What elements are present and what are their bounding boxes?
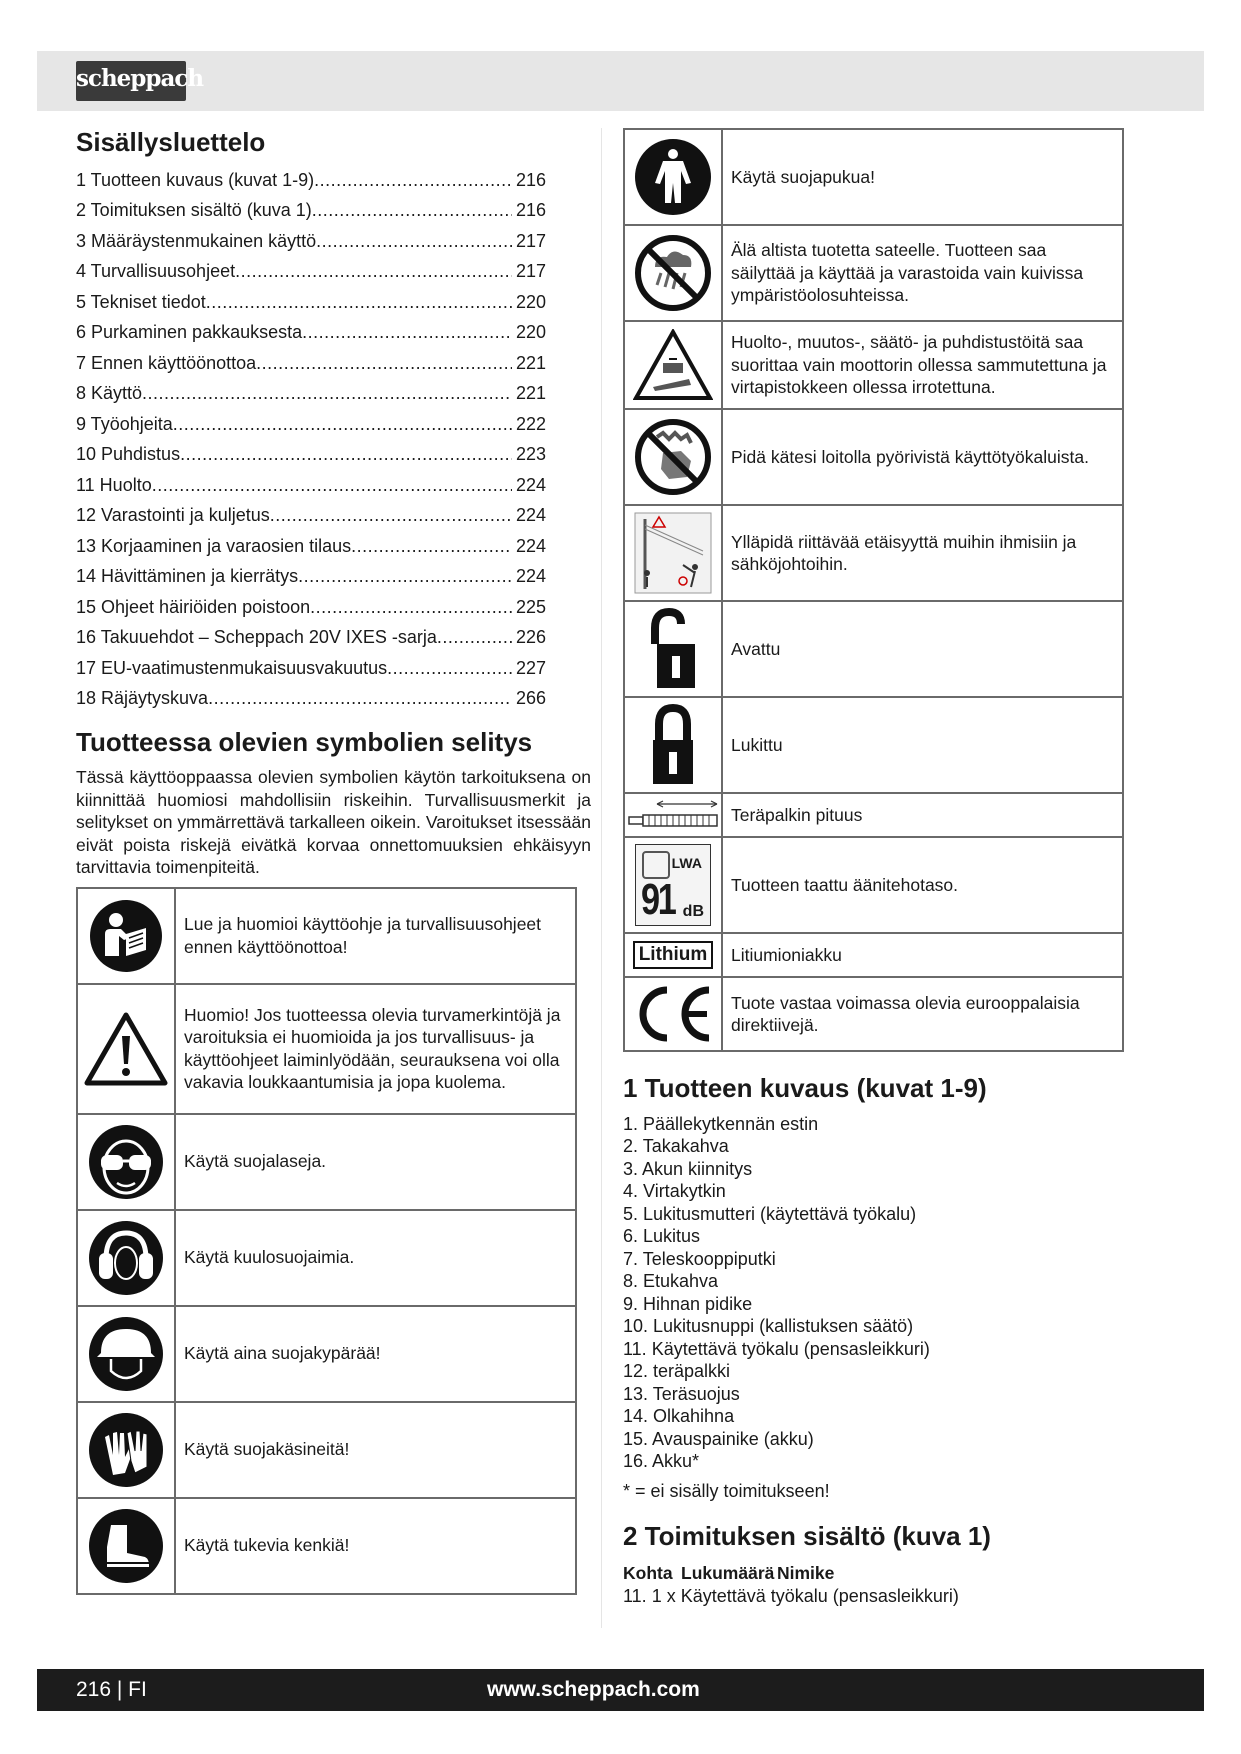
toc-item-page: 217: [515, 261, 546, 282]
delivery-table-header: [623, 1562, 1125, 1584]
toc-item[interactable]: [76, 500, 546, 531]
symbol-text: Käytä suojapukua!: [722, 129, 1123, 225]
distance-power-lines-icon: [624, 505, 722, 601]
toc-item[interactable]: [76, 592, 546, 623]
part-item: 10. Lukitusnuppi (kallistuksen säätö): [623, 1316, 914, 1337]
col-name: Nimike: [777, 1563, 835, 1584]
symbol-text: Käytä suojalaseja.: [175, 1114, 576, 1210]
toc-item[interactable]: [76, 470, 546, 501]
toc-item-page: 221: [515, 383, 546, 404]
symbols-title: Tuotteessa olevien symbolien selitys: [76, 726, 533, 757]
toc-item-label: 13 Korjaaminen ja varaosien tilaus: [76, 535, 352, 556]
parts-list: [623, 1113, 1125, 1473]
symbol-row: [624, 321, 1123, 409]
toc-item[interactable]: [76, 287, 546, 318]
toc-item-label: 5 Tekniset tiedot: [76, 291, 206, 312]
symbols-table-right: [623, 128, 1124, 1052]
toc-leader-dots: [235, 256, 512, 287]
toc-item-label: 9 Työohjeita: [76, 413, 173, 434]
toc-leader-dots: [351, 531, 512, 562]
ce-mark-icon: [624, 977, 722, 1051]
part-item: 8. Etukahva: [623, 1271, 719, 1292]
part-item: 16. Akku*: [623, 1451, 700, 1472]
toc-item-page: 220: [515, 322, 546, 343]
toc-item[interactable]: [76, 226, 546, 257]
toc-item[interactable]: [76, 256, 546, 287]
symbol-row: [624, 697, 1123, 793]
toc-item-page: 224: [515, 474, 546, 495]
symbols-intro: Tässä käyttöoppaassa olevien symbolien käytön tarkoituksena on kiinnittää huomiosi mahdollisiin riskeihin. Turvallisuusmerkit ja selitykset on ymmärrettävä tarkalleen oikein. Varoitukset itsessään eivät poista riskejä eivätkä korvaa onnettomuuksien ehkäisyyn tarvittavia toimenpiteitä.: [76, 767, 591, 878]
col-item: Kohta: [623, 1563, 673, 1584]
lithium-label: Lithium: [633, 941, 714, 969]
delivery-title: 2 Toimituksen sisältö (kuva 1): [623, 1520, 991, 1551]
right-column: [623, 128, 1125, 1607]
toc-item[interactable]: [76, 317, 546, 348]
toc-item-label: 3 Määräystenmukainen käyttö: [76, 230, 317, 251]
sound-level-unit: dB: [682, 903, 704, 920]
toc-item[interactable]: [76, 683, 546, 714]
read-manual-icon: [77, 888, 175, 984]
helmet-icon: [77, 1306, 175, 1402]
toc-item[interactable]: [76, 378, 546, 409]
toc-item-label: 12 Varastointi ja kuljetus: [76, 505, 270, 526]
symbols-table-left: [76, 887, 577, 1595]
toc-leader-dots: [180, 439, 512, 470]
toc-item-page: 224: [515, 535, 546, 556]
symbol-text: Lukittu: [722, 697, 1123, 793]
symbol-text: Käytä tukevia kenkiä!: [175, 1498, 576, 1594]
toc-leader-dots: [437, 622, 512, 653]
toc-item[interactable]: [76, 561, 546, 592]
symbol-text: Tuotteen taattu äänitehotaso.: [722, 837, 1123, 933]
toc-item-label: 8 Käyttö: [76, 383, 143, 404]
symbol-text: Pidä kätesi loitolla pyörivistä käyttötyökaluista.: [722, 409, 1123, 505]
delivery-row: 11. 1 x Käytettävä työkalu (pensasleikkuri): [623, 1586, 959, 1607]
toc-item-page: 224: [515, 566, 546, 587]
sound-level-icon: [624, 837, 722, 933]
toc-item-page: 217: [515, 230, 546, 251]
toc-item-page: 216: [515, 169, 546, 190]
toc-leader-dots: [256, 348, 512, 379]
toc-leader-dots: [314, 165, 512, 196]
symbol-row: [77, 1210, 576, 1306]
symbol-row: [77, 984, 576, 1114]
footer-bar: [37, 1669, 1204, 1711]
toc-item-page: 216: [515, 200, 546, 221]
toc-item-label: 10 Puhdistus: [76, 444, 181, 465]
toc-leader-dots: [206, 287, 512, 318]
toc-item[interactable]: [76, 165, 546, 196]
symbol-row: [624, 225, 1123, 321]
part-item: 4. Virtakytkin: [623, 1181, 726, 1202]
part-item: 6. Lukitus: [623, 1226, 701, 1247]
toc-item-page: 224: [515, 505, 546, 526]
toc-leader-dots: [142, 378, 512, 409]
gloves-icon: [77, 1402, 175, 1498]
toc-item-page: 220: [515, 291, 546, 312]
toc-leader-dots: [310, 592, 512, 623]
sound-level-label: LWA: [671, 855, 702, 871]
no-rain-icon: [624, 225, 722, 321]
website-link[interactable]: www.scheppach.com: [487, 1678, 700, 1701]
symbol-row: [624, 601, 1123, 697]
part-item: 3. Akun kiinnitys: [623, 1158, 753, 1179]
toc-item-label: 2 Toimituksen sisältö (kuva 1): [76, 200, 312, 221]
symbol-row: [624, 505, 1123, 601]
symbol-text: Lue ja huomioi käyttöohje ja turvallisuusohjeet ennen käyttöönottoa!: [175, 888, 576, 984]
symbol-text: Käytä kuulosuojaimia.: [175, 1210, 576, 1306]
lithium-icon: [624, 933, 722, 977]
symbol-text: Huomio! Jos tuotteessa olevia turvamerkintöjä ja varoituksia ei huomioida ja jos turvallisuus- ja käyttöohjeet laiminlyödään, seurauksena voi olla vakavia loukkaantumisia ja jopa kuolema.: [175, 984, 576, 1114]
toc-item[interactable]: [76, 348, 546, 379]
toc-item-label: 14 Hävittäminen ja kierrätys: [76, 566, 299, 587]
maintenance-warning-icon: [624, 321, 722, 409]
safety-goggles-icon: [77, 1114, 175, 1210]
toc-item-label: 17 EU-vaatimustenmukaisuusvakuutus: [76, 657, 388, 678]
symbol-text: Huolto-, muutos-, säätö- ja puhdistustöitä saa suorittaa vain moottorin ollessa sammutettuna ja virtapistokkeen ollessa irrotettuna.: [722, 321, 1123, 409]
symbol-text: Käytä suojakäsineitä!: [175, 1402, 576, 1498]
toc-leader-dots: [208, 683, 512, 714]
part-item: 9. Hihnan pidike: [623, 1293, 753, 1314]
part-item: 1. Päällekytkennän estin: [623, 1113, 819, 1134]
symbol-row: [624, 933, 1123, 977]
unlocked-icon: [624, 601, 722, 697]
product-title: 1 Tuotteen kuvaus (kuvat 1-9): [623, 1073, 987, 1103]
toc-item[interactable]: [76, 195, 546, 226]
part-item: 13. Teräsuojus: [623, 1383, 740, 1404]
part-item: 2. Takakahva: [623, 1136, 729, 1157]
toc-item-page: 223: [515, 444, 546, 465]
blade-length-icon: [624, 793, 722, 837]
delivery-note: * = ei sisälly toimitukseen!: [623, 1480, 830, 1501]
symbol-row: [624, 793, 1123, 837]
toc-item-page: 266: [515, 688, 546, 709]
toc-item[interactable]: [76, 653, 546, 684]
warning-triangle-icon: [77, 984, 175, 1114]
table-of-contents: [76, 165, 591, 714]
toc-leader-dots: [152, 470, 512, 501]
toc-leader-dots: [298, 561, 512, 592]
symbol-row: [77, 1306, 576, 1402]
toc-title: Sisällysluettelo: [76, 127, 266, 157]
toc-leader-dots: [316, 226, 512, 257]
keep-hands-away-icon: [624, 409, 722, 505]
toc-leader-dots: [173, 409, 512, 440]
symbol-text: Älä altista tuotetta sateelle. Tuotteen saa säilyttää ja käyttää ja varastoida vain kuivissa ympäristöolosuhteissa.: [722, 225, 1123, 321]
toc-item[interactable]: [76, 622, 546, 653]
toc-item[interactable]: [76, 409, 546, 440]
symbol-row: [624, 977, 1123, 1051]
locked-icon: [624, 697, 722, 793]
toc-item-label: 7 Ennen käyttöönottoa: [76, 352, 257, 373]
symbol-row: [624, 409, 1123, 505]
toc-item-label: 11 Huolto: [76, 474, 152, 495]
symbol-row: [77, 888, 576, 984]
toc-item[interactable]: [76, 439, 546, 470]
symbol-row: [624, 837, 1123, 933]
left-column: [76, 128, 591, 1595]
symbol-text: Käytä aina suojakypärää!: [175, 1306, 576, 1402]
toc-leader-dots: [387, 653, 512, 684]
logo-text: scheppach: [76, 65, 204, 92]
toc-item-page: 222: [515, 413, 546, 434]
page-number: 216 | FI: [76, 1678, 147, 1701]
col-qty: Lukumäärä: [681, 1563, 775, 1584]
part-item: 11. Käytettävä työkalu (pensasleikkuri): [623, 1338, 930, 1359]
sound-level-value: 91: [641, 875, 675, 924]
toc-item-label: 4 Turvallisuusohjeet: [76, 261, 236, 282]
symbol-row: [624, 129, 1123, 225]
column-divider: [601, 128, 602, 1628]
symbol-text: Avattu: [722, 601, 1123, 697]
part-item: 15. Avauspainike (akku): [623, 1428, 814, 1449]
part-item: 12. teräpalkki: [623, 1361, 731, 1382]
symbol-row: [77, 1498, 576, 1594]
toc-leader-dots: [270, 500, 512, 531]
toc-item-label: 15 Ohjeet häiriöiden poistoon: [76, 596, 311, 617]
toc-item-label: 18 Räjäytyskuva: [76, 688, 209, 709]
protective-suit-icon: [624, 129, 722, 225]
toc-item-label: 16 Takuuehdot – Scheppach 20V IXES -sarja: [76, 627, 437, 648]
symbol-text: Tuote vastaa voimassa olevia eurooppalaisia direktiivejä.: [722, 977, 1123, 1051]
symbol-row: [77, 1114, 576, 1210]
symbol-text: Ylläpidä riittävää etäisyyttä muihin ihmisiin ja sähköjohtoihin.: [722, 505, 1123, 601]
toc-item-page: 227: [515, 657, 546, 678]
symbol-text: Litiumioniakku: [722, 933, 1123, 977]
symbol-text: Teräpalkin pituus: [722, 793, 1123, 837]
symbol-row: [77, 1402, 576, 1498]
toc-leader-dots: [302, 317, 512, 348]
toc-item-page: 225: [515, 596, 546, 617]
safety-boots-icon: [77, 1498, 175, 1594]
toc-item[interactable]: [76, 531, 546, 562]
part-item: 5. Lukitusmutteri (käytettävä työkalu): [623, 1203, 917, 1224]
brand-logo: [76, 61, 204, 101]
toc-item-page: 221: [515, 352, 546, 373]
toc-item-label: 1 Tuotteen kuvaus (kuvat 1-9): [76, 169, 315, 190]
toc-item-page: 226: [515, 627, 546, 648]
header-bar: [37, 51, 1204, 111]
toc-item-label: 6 Purkaminen pakkauksesta: [76, 322, 303, 343]
part-item: 7. Teleskooppiputki: [623, 1248, 776, 1269]
part-item: 14. Olkahihna: [623, 1406, 735, 1427]
toc-leader-dots: [312, 195, 512, 226]
ear-protection-icon: [77, 1210, 175, 1306]
